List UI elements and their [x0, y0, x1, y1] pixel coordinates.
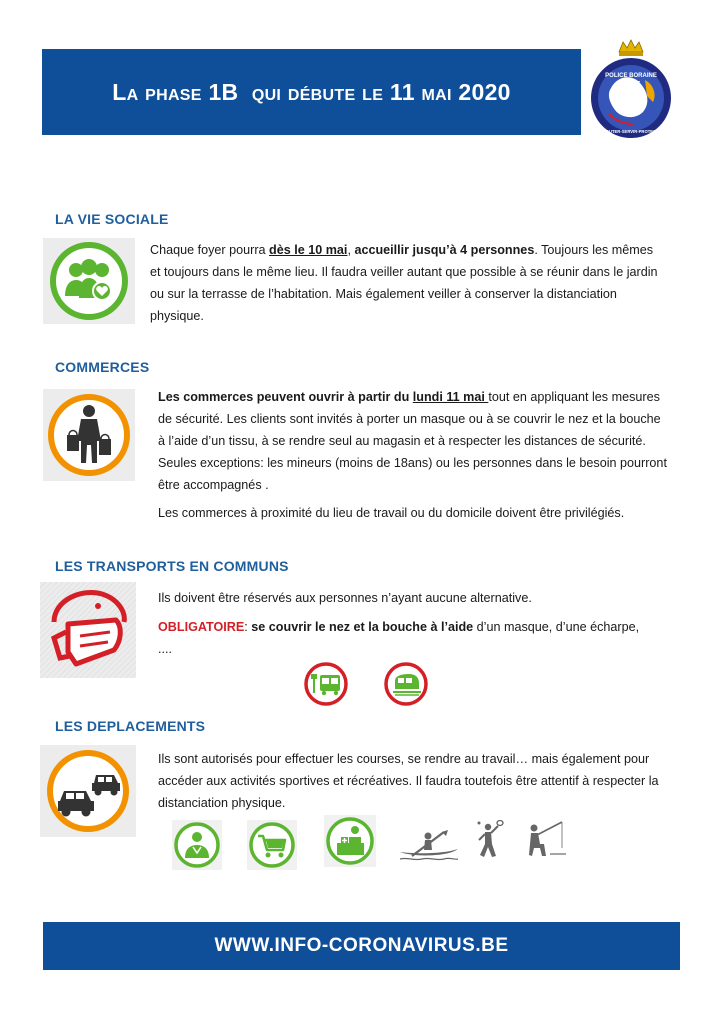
police-badge-logo [587, 36, 675, 142]
section-title-deplacements: LES DEPLACEMENTS [55, 718, 206, 734]
fishing-icon [524, 820, 568, 860]
train-icon [383, 661, 429, 707]
badge-number: 53•27 [621, 81, 641, 88]
shopper-bags-icon [43, 389, 135, 481]
footer-banner [43, 922, 680, 970]
group-heart-icon [43, 238, 135, 324]
section-title-vie-sociale: LA VIE SOCIALE [55, 211, 169, 227]
kayak-icon [398, 830, 460, 862]
section-title-transports: LES TRANSPORTS EN COMMUNS [55, 558, 289, 574]
vie-sociale-text: Chaque foyer pourra dès le 10 mai, accueillir jusqu’à 4 personnes. Toujours les mêmes et toujours dans le même lieu. Il faudra veiller autant que possible à se réunir dans le jardin ou sur la terrasse de l’habitation. Mais également veiller à conserver la distanciation physique. [150, 243, 658, 323]
pharmacy-icon [324, 815, 376, 867]
commerces-text-2: Les commerces à proximité du lieu de travail ou du domicile doivent être privilégiés. [158, 506, 625, 520]
footer-url[interactable]: WWW.INFO-CORONAVIRUS.BE [214, 935, 509, 956]
section-title-commerces: COMMERCES [55, 359, 150, 375]
face-mask-icon [40, 582, 136, 678]
crown-icon [619, 40, 643, 56]
badge-top-text: POLICE BORAINE [605, 73, 657, 79]
cars-icon [40, 745, 136, 837]
badge-bottom-text: ECOUTER-SERVIR-PROTEGER [599, 129, 663, 134]
shopping-cart-icon [247, 820, 297, 870]
tennis-icon [474, 820, 504, 860]
header-banner [42, 49, 581, 135]
transports-text-2: OBLIGATOIRE: se couvrir le nez et la bouche à l’aide d’un masque, d’une écharpe, .... [158, 620, 640, 656]
deplacements-text: Ils sont autorisés pour effectuer les courses, se rendre au travail… mais également pour accéder aux activités sportives et récréatives. Il faudra toutefois être attentif à respecter la distanciation physique. [158, 752, 659, 810]
doctor-icon [172, 820, 222, 870]
bus-stop-icon [303, 661, 349, 707]
page-title: La phase 1B qui débute le 11 mai 2020 [112, 78, 511, 105]
transports-text-1: Ils doivent être réservés aux personnes n’ayant aucune alternative. [158, 591, 532, 605]
commerces-text-1: Les commerces peuvent ouvrir à partir du lundi 11 mai tout en appliquant les mesures de sécurité. Les clients sont invités à porter un masque ou à se couvrir le nez et la bouche à l’aide d’un tissu, à se rendre seul au magasin et à respecter les distances de sécurité. Seules exceptions: les mineurs (moins de 18ans) ou les personnes dans le besoin pourront être accompagnés . [158, 390, 667, 492]
